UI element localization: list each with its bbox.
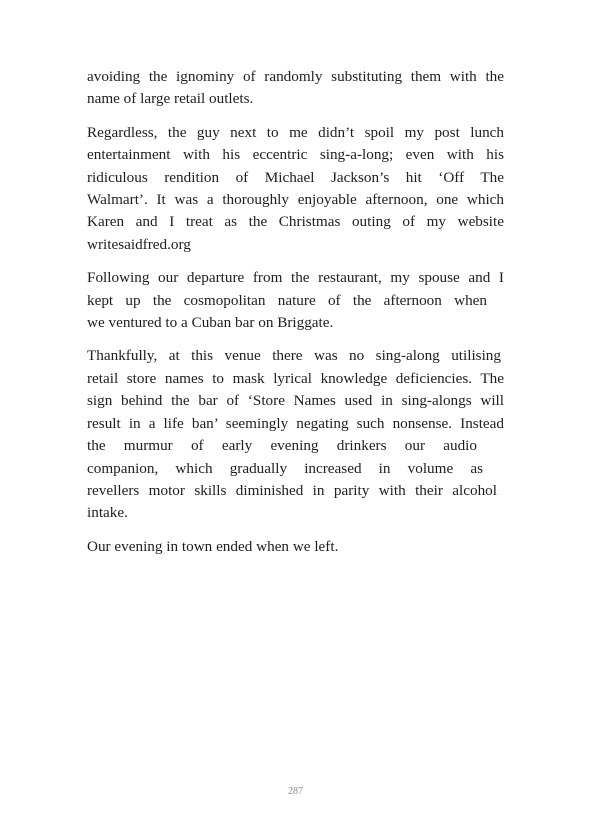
text-line: sign behind the bar of ‘Store Names used in sing-alongs will (87, 392, 504, 410)
text-line: Walmart’. It was a thoroughly enjoyable afternoon, one which (87, 191, 504, 209)
text-line: Regardless, the guy next to me didn’t spoil my post lunch (87, 123, 504, 141)
text-line: Our evening in town ended when we left. (87, 537, 339, 555)
text-line: entertainment with his eccentric sing-a-long; even with his (87, 146, 504, 164)
text-line: writesaidfred.org (87, 235, 191, 253)
paragraph-4 (87, 345, 504, 524)
text-line: we ventured to a Cuban bar on Briggate. (87, 314, 334, 332)
text-line: revellers motor skills diminished in parity with their alcohol (87, 481, 497, 499)
page-number: 287 (288, 786, 303, 797)
text-line: intake. (87, 504, 128, 522)
paragraph-2 (87, 122, 504, 256)
text-line: result in a life ban’ seemingly negating such nonsense. Instead (87, 414, 504, 432)
text-line: companion, which gradually increased in volume as (87, 459, 483, 477)
text-line: Karen and I treat as the Christmas outing of my website (87, 213, 504, 231)
paragraph-3 (87, 267, 504, 334)
text-line: Following our departure from the restaurant, my spouse and I (87, 269, 504, 287)
text-line: the murmur of early evening drinkers our audio (87, 437, 477, 455)
text-line: Thankfully, at this venue there was no sing-along utilising (87, 347, 501, 365)
paragraph-5 (87, 536, 504, 558)
text-line: ridiculous rendition of Michael Jackson’s hit ‘Off The (87, 168, 504, 186)
text-line: name of large retail outlets. (87, 90, 254, 108)
text-line: retail store names to mask lyrical knowledge deficiencies. The (87, 369, 504, 387)
paragraph-1 (87, 66, 504, 111)
text-line: kept up the cosmopolitan nature of the afternoon when (87, 291, 487, 309)
body-text (87, 66, 504, 569)
text-line: avoiding the ignominy of randomly substituting them with the (87, 68, 504, 85)
